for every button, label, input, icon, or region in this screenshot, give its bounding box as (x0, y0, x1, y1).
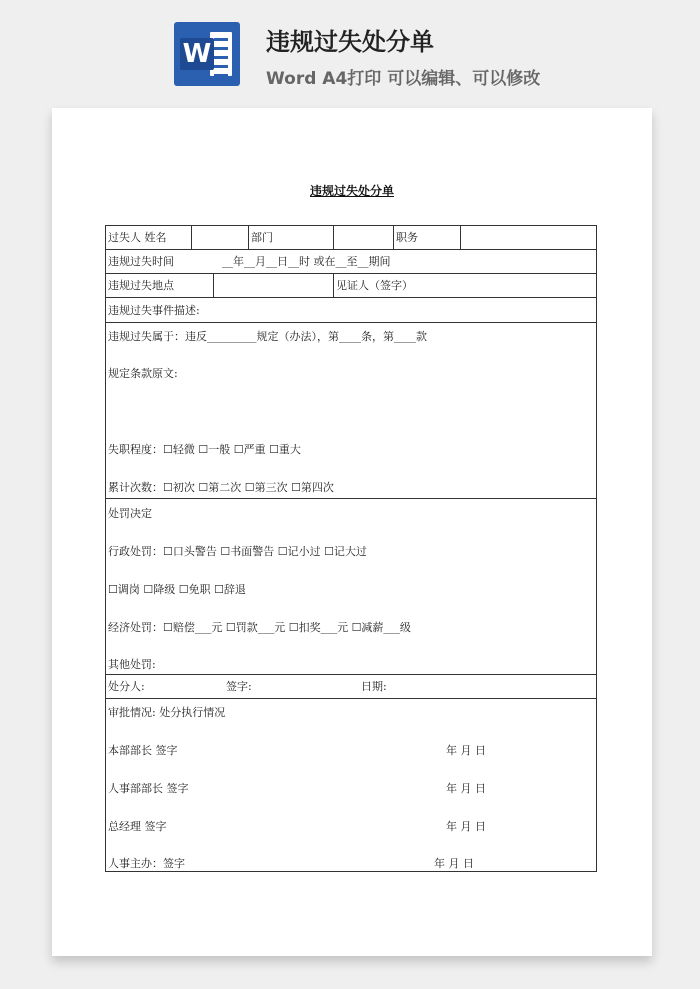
cell-witness (333, 274, 596, 297)
admin-penalty-options[interactable]: 行政处罚：☐口头警告 ☐书面警告 ☐记小过 ☐记大过 (108, 545, 367, 558)
violation-time-value[interactable]: __年__月__日__时 或在__至__期间 (222, 255, 391, 268)
penalty-form-table (105, 225, 597, 872)
page-header (0, 0, 700, 100)
severity-options[interactable]: 失职程度：☐轻微 ☐一般 ☐严重 ☐重大 (108, 443, 301, 456)
hr-officer-signature: 人事主办：签字 (108, 857, 185, 870)
word-icon (174, 22, 240, 86)
word-icon-letter: W (180, 38, 214, 70)
hr-officer-date: 年 月 日 (434, 857, 474, 870)
admin-penalty-options-2[interactable]: ☐调岗 ☐降级 ☐免职 ☐辞退 (108, 583, 246, 596)
document-title: 违规过失处分单 (309, 184, 394, 198)
gm-date: 年 月 日 (446, 820, 486, 833)
row-person-dept-post (106, 226, 596, 250)
dept-head-signature: 本部部长 签字 (108, 744, 178, 757)
row-violation-details (106, 323, 596, 499)
header-subtitle: Word A4打印 可以编辑、可以修改 (266, 69, 541, 89)
handler-label: 处分人: (108, 680, 145, 693)
cell-post-value[interactable] (460, 226, 596, 249)
economic-penalty-options[interactable]: 经济处罚：☐赔偿___元 ☐罚款___元 ☐扣奖___元 ☐减薪___级 (108, 621, 411, 634)
hr-head-date: 年 月 日 (446, 782, 486, 795)
post-label: 职务 (396, 231, 418, 244)
row-approval (106, 699, 596, 873)
date-label: 日期: (361, 680, 387, 693)
person-name-label: 过失人 姓名 (108, 231, 167, 244)
header-title: 违规过失处分单 (266, 28, 434, 56)
document-page (52, 108, 652, 956)
signature-label: 签字: (226, 680, 252, 693)
violation-place-label: 违规过失地点 (108, 279, 174, 292)
violation-time-label: 违规过失时间 (108, 255, 174, 268)
dept-head-date: 年 月 日 (446, 744, 486, 757)
original-clause-label: 规定条款原文: (108, 367, 178, 380)
cell-post-label (393, 226, 460, 249)
cell-person-label (106, 226, 191, 249)
row-event-description (106, 298, 596, 323)
violation-belongs-text: 违规过失属于：违反_________规定（办法），第____条，第____款 (108, 330, 427, 343)
count-options[interactable]: 累计次数：☐初次 ☐第二次 ☐第三次 ☐第四次 (108, 481, 334, 494)
dept-label: 部门 (251, 231, 273, 244)
other-penalty-label: 其他处罚: (108, 658, 156, 671)
gm-signature: 总经理 签字 (108, 820, 167, 833)
cell-dept-value[interactable] (333, 226, 393, 249)
witness-label: 见证人（签字） (336, 279, 413, 292)
cell-person-value[interactable] (191, 226, 248, 249)
cell-place-label (106, 274, 213, 297)
cell-place-value[interactable] (213, 274, 333, 297)
approval-label: 审批情况: 处分执行情况 (108, 706, 226, 719)
row-penalty-decision (106, 499, 596, 675)
hr-head-signature: 人事部部长 签字 (108, 782, 189, 795)
penalty-decision-label: 处罚决定 (108, 507, 152, 520)
row-violation-time (106, 250, 596, 274)
event-description-label: 违规过失事件描述: (108, 304, 200, 317)
row-place-witness (106, 274, 596, 298)
row-handler-signature (106, 675, 596, 699)
cell-dept-label (248, 226, 333, 249)
